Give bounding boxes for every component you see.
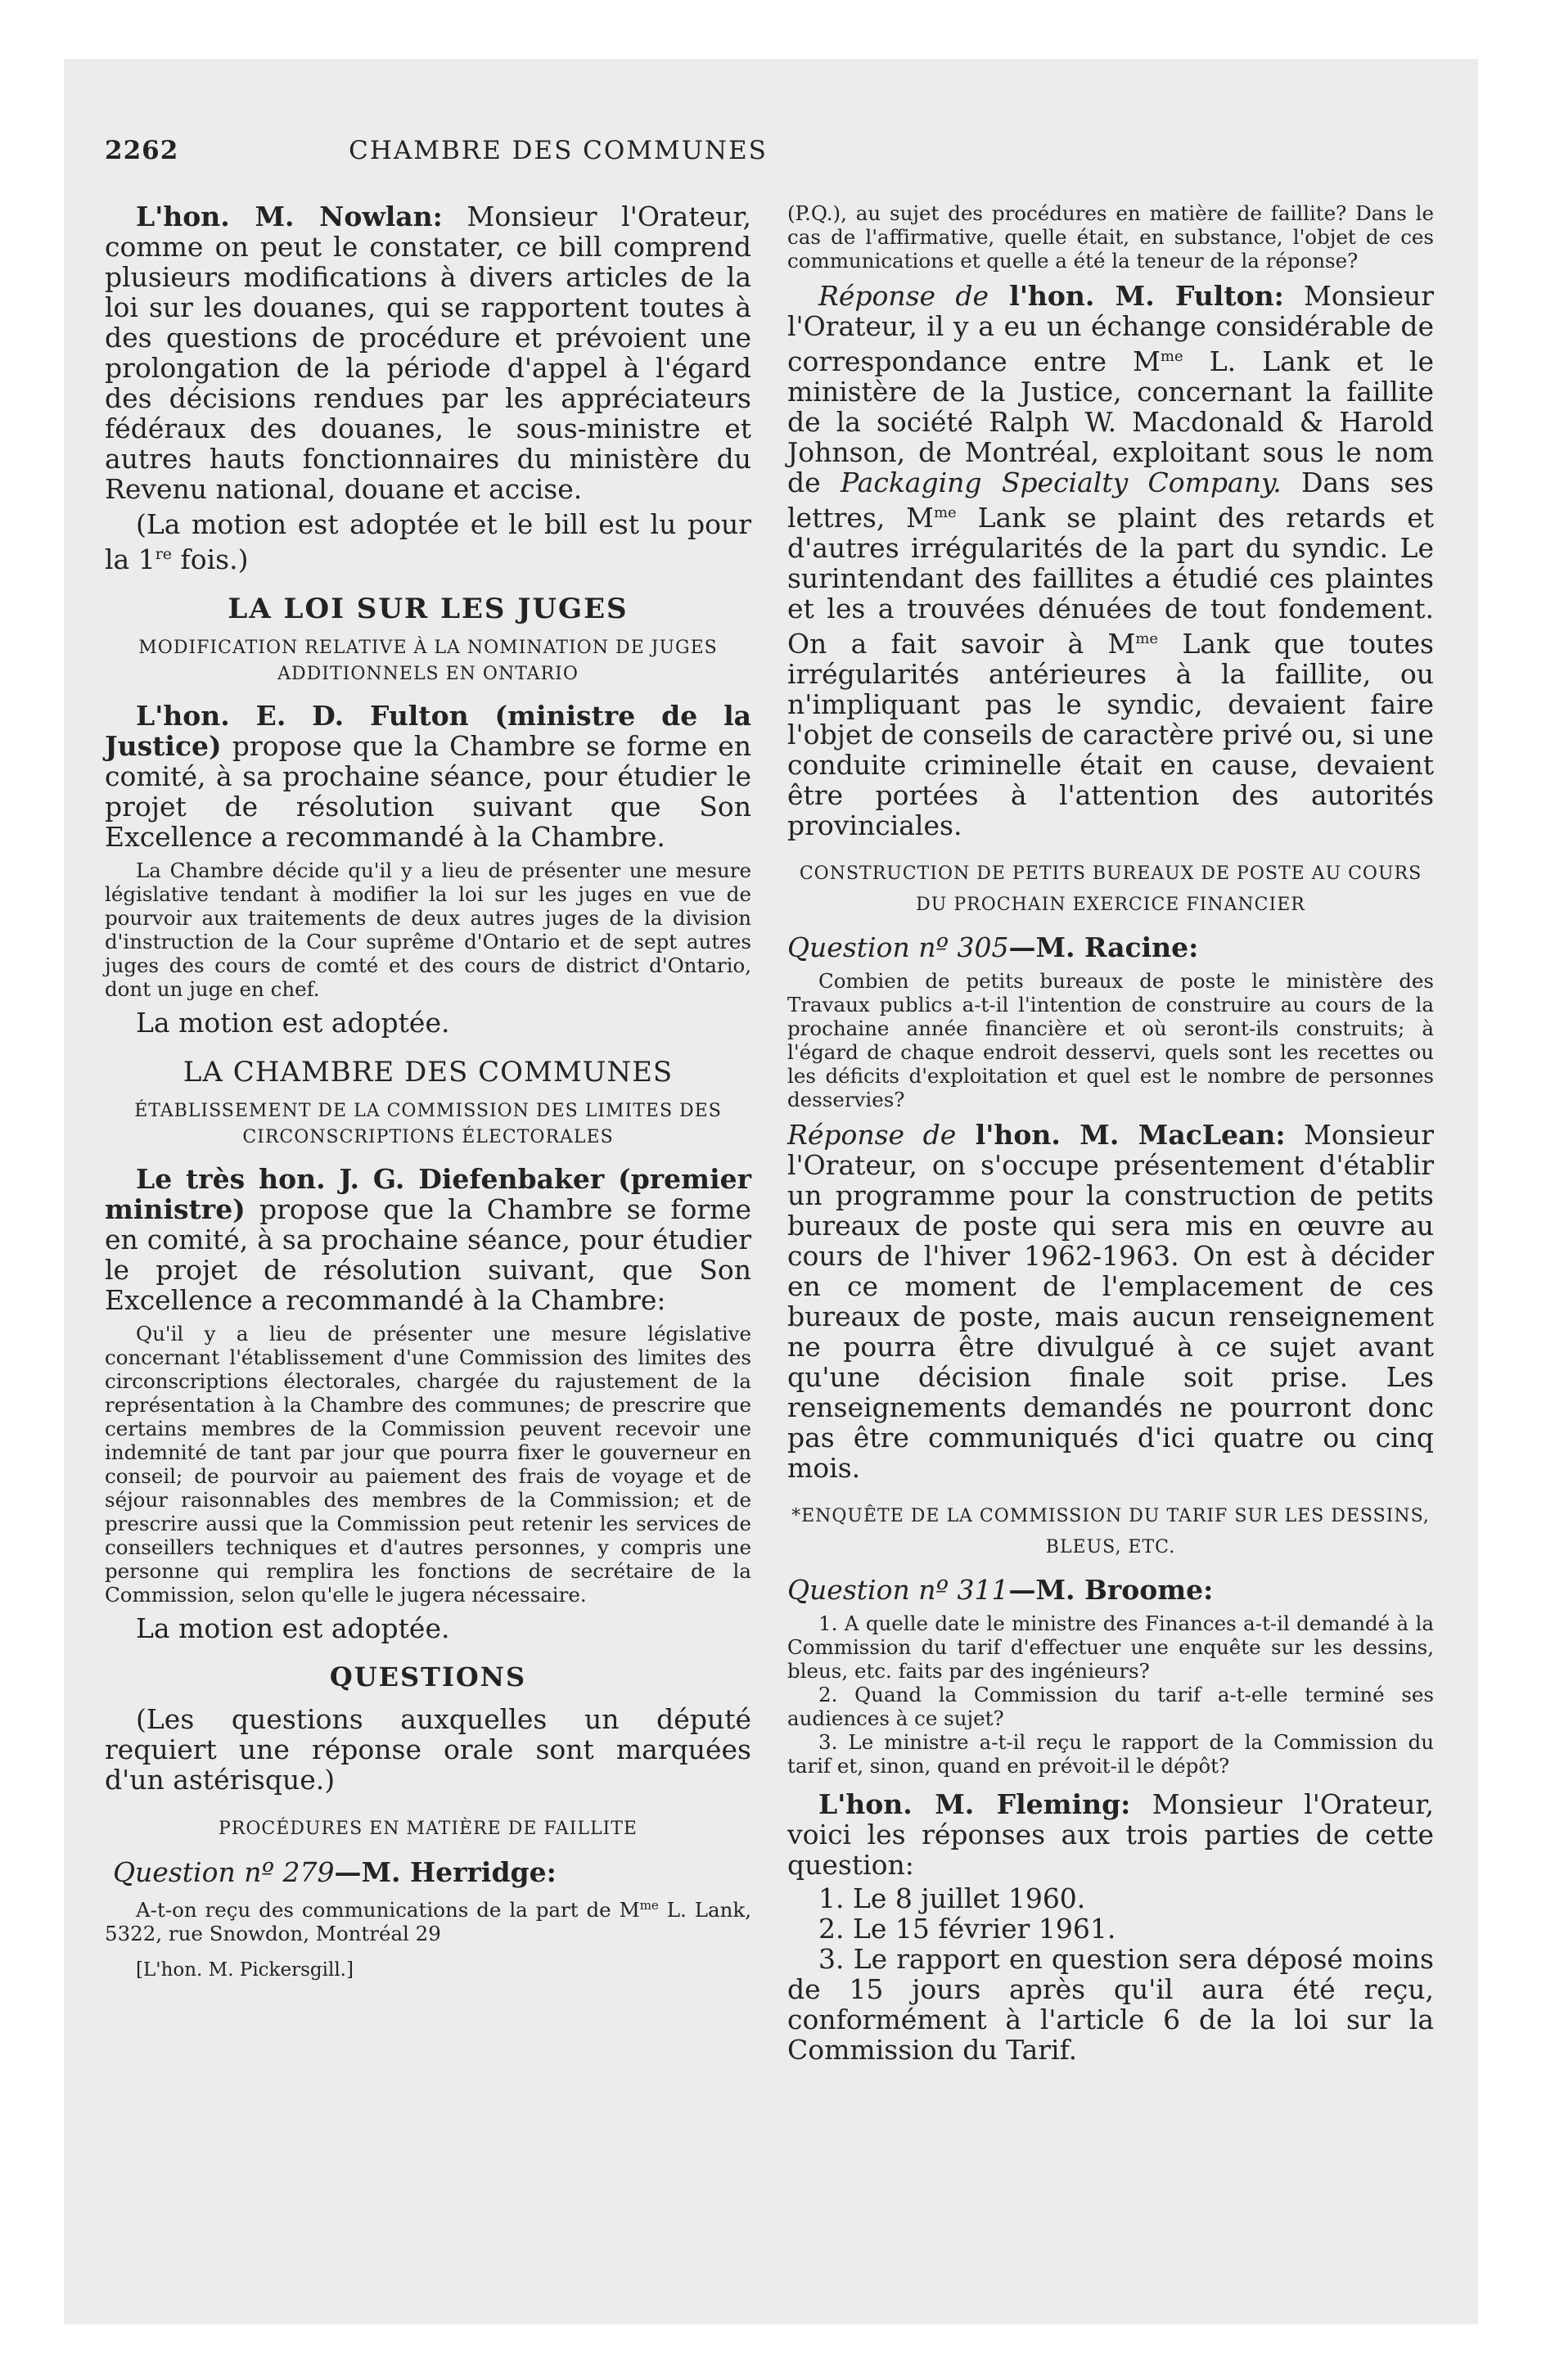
question-member: —M. Broome:: [1008, 1574, 1214, 1606]
subheading-communes: ÉTABLISSEMENT DE LA COMMISSION DES LIMITES DES CIRCONSCRIPTIONS ÉLECTORALES: [134, 1101, 722, 1147]
question-member: —M. Racine:: [1008, 931, 1199, 963]
speaker-name: Le très hon. J. G. Diefenbaker (premier ministre): [105, 1163, 751, 1225]
speaker-name: L'hon. E. D. Fulton (ministre de la Justice): [105, 700, 751, 762]
answer-item: 2. Le 15 février 1961.: [818, 1913, 1116, 1945]
answer-label: Réponse de: [787, 1119, 957, 1151]
motion-adopted-note: [105, 509, 751, 575]
paragraph-nowlan: [105, 201, 751, 504]
question-label: Question nº 305: [787, 931, 1009, 963]
motion-adopted: La motion est adoptée.: [136, 1007, 450, 1039]
answer-text: Monsieur l'Orateur, voici les réponses aux trois parties de cette question:: [787, 1788, 1435, 1881]
question-member: —M. Herridge:: [334, 1856, 557, 1888]
paragraph-diefenbaker: [105, 1164, 751, 1315]
motion-adopted-2: La motion est adoptée.: [136, 1612, 450, 1644]
question-311-item: 3. Le ministre a-t-il reçu le rapport de la Commission du tarif et, sinon, quand en prévoit-il le dépôt?: [787, 1730, 1434, 1778]
question-305-text: Combien de petits bureaux de poste le ministère des Travaux publics a-t-il l'intention de construire au cours de la prochaine année financière et où seront-ils construits; à l'égard de chaque endroit desservi, quels sont les recettes ou les déficits d'exploitation et quel est le nombre de personnes desservies?: [787, 969, 1434, 1111]
section-heading-questions: QUESTIONS: [329, 1661, 527, 1693]
question-label: Question nº 311: [787, 1574, 1009, 1606]
question-text: A-t-on reçu des communications de la part de M: [136, 1898, 640, 1922]
answer-text: Lank que toutes irrégularités antérieures à la faillite, ou n'impliquant pas le syndic, devaient faire l'objet de conseils de caractère privé ou, si une conduite criminelle était en cause, devaient être portées à l'attention des autorités provinciales.: [787, 628, 1434, 841]
questions-note: (Les questions auxquelles un député requiert une réponse orale sont marquées d'un astérisque.): [105, 1703, 751, 1796]
speaker-name: l'hon. M. MacLean:: [956, 1119, 1286, 1151]
paragraph-text: Monsieur l'Orateur, comme on peut le constater, ce bill comprend plusieurs modifications à divers articles de la loi sur les douanes, qui se rapportent toutes à des questions de procédure et prévoient une prolongation de la période d'appel à l'égard des décisions rendues par les appréciateurs fédéraux des douanes, le sous-ministre et autres hauts fonctionnaires du ministère du Revenu national, douane et accise.: [105, 201, 751, 505]
answer-text: Dans ses lettres, M: [787, 467, 1434, 534]
running-title: CHAMBRE DES COMMUNES: [349, 136, 768, 165]
section-heading-juges: LA LOI SUR LES JUGES: [228, 593, 629, 625]
answer-item: 1. Le 8 juillet 1960.: [818, 1882, 1086, 1914]
answer-fulton: [787, 281, 1434, 841]
question-279-heading: [105, 1857, 751, 1887]
subheading-commission-tarif: *ENQUÊTE DE LA COMMISSION DU TARIF SUR LES DESSINS, BLEUS, ETC.: [791, 1506, 1430, 1557]
paragraph-text: propose que la Chambre se forme en comité, à sa prochaine séance, pour étudier le projet de résolution suivant, que Son Excellence a recommandé à la Chambre:: [105, 1193, 751, 1316]
answer-item: 3. Le rapport en question sera déposé moins de 15 jours après qu'il aura été reçu, conformément à l'article 6 de la loi sur la Commission du Tarif.: [787, 1943, 1434, 2066]
answer-text: Lank se plaint des retards et d'autres irrégularités de la part du syndic. Le surintendant des faillites a étudié ces plaintes et les a trouvées dénuées de tout fondement. On a fait savoir à M: [787, 502, 1434, 660]
question-279-text: [105, 1894, 751, 1945]
paragraph-text: propose que la Chambre se forme en comité, à sa prochaine séance, pour étudier le projet de résolution suivant que Son Excellence a recommandé à la Chambre.: [105, 730, 751, 853]
question-311-heading: [787, 1575, 1434, 1605]
note-text: (La motion est adoptée et le bill est lu pour la 1: [105, 508, 751, 575]
answer-label: Réponse de: [818, 280, 989, 312]
resolution-text-juges: La Chambre décide qu'il y a lieu de présenter une mesure législative tendant à modifier la loi sur les juges en vue de pourvoir aux traitements de deux autres juges de la division d'instruction de la Cour suprême d'Ontario et de sept autres juges des cours de comté et des cours de district d'Ontario, dont un juge en chef.: [105, 859, 751, 1001]
superscript: me: [933, 504, 957, 521]
page-header: [105, 136, 1012, 169]
question-311-item: 1. A quelle date le ministre des Finances a-t-il demandé à la Commission du tarif d'effectuer une enquête sur les dessins, bleus, etc. faits par des ingénieurs?: [787, 1611, 1434, 1683]
answer-text: Monsieur l'Orateur, on s'occupe présentement d'établir un programme pour la construction de petits bureaux de poste qui sera mis en œuvre au cours de l'hiver 1962-1963. On est à décider en ce moment de l'emplacement de ces bureaux de poste, mais aucun renseignement ne pourra être divulgué à ce sujet avant qu'une décision finale soit prise. Les renseignements demandés ne pourront donc pas être communiqués d'ici quatre ou cinq mois.: [787, 1119, 1434, 1484]
speaker-name: L'hon. M. Nowlan:: [136, 201, 443, 232]
question-311-item: 2. Quand la Commission du tarif a-t-elle terminé ses audiences à ce sujet?: [787, 1683, 1434, 1730]
paragraph-fulton: [105, 701, 751, 852]
answer-text: L. Lank et le ministère de la Justice, concernant la faillite de la société Ralph W. Macdonald & Harold Johnson, de Montréal, exploitant sous le nom de: [787, 345, 1434, 498]
question-305-heading: [787, 932, 1434, 962]
answer-maclean: [787, 1120, 1434, 1483]
subheading-bureaux-poste: CONSTRUCTION DE PETITS BUREAUX DE POSTE AU COURS DU PROCHAIN EXERCICE FINANCIER: [799, 863, 1422, 915]
superscript: me: [639, 1898, 659, 1913]
speaker-name: l'hon. M. Fulton:: [989, 280, 1284, 312]
answer-text: Monsieur l'Orateur, il y a eu un échange considérable de correspondance entre M: [787, 280, 1434, 377]
superscript: me: [1160, 348, 1183, 365]
question-279-continued: (P.Q.), au sujet des procédures en matière de faillite? Dans le cas de l'affirmative, quelle était, en substance, l'objet de ces communications et quelle a été la teneur de la réponse?: [787, 201, 1434, 273]
right-column: [787, 201, 1434, 2065]
page-attribution: [L'hon. M. Pickersgill.]: [136, 1959, 354, 1981]
speaker-name: L'hon. M. Fleming:: [818, 1788, 1131, 1820]
superscript: re: [155, 545, 173, 563]
note-text-end: fois.): [172, 543, 249, 575]
answer-fleming: [787, 1789, 1434, 1880]
company-name: Packaging Specialty Company.: [840, 467, 1282, 498]
resolution-text-commission: Qu'il y a lieu de présenter une mesure législative concernant l'établissement d'une Commission des limites des circonscriptions électorales, chargée du rajustement de la représentation à la Chambre des communes; de prescrire que certains membres de la Commission peuvent recevoir une indemnité de tant par jour que pourra fixer le gouverneur en conseil; de pourvoir au paiement des frais de voyage et de séjour raisonnables des membres de la Commission; et de prescrire aussi que la Commission peut retenir les services de conseillers techniques et d'autres personnes, y compris une personne qui remplira les fonctions de secrétaire de la Commission, selon qu'elle le jugera nécessaire.: [105, 1322, 751, 1607]
page-number: 2262: [105, 136, 179, 165]
section-heading-communes: LA CHAMBRE DES COMMUNES: [183, 1056, 674, 1089]
subheading-juges: MODIFICATION RELATIVE À LA NOMINATION DE JUGES ADDITIONNELS EN ONTARIO: [138, 638, 718, 684]
superscript: me: [1135, 630, 1159, 647]
subheading-faillite: PROCÉDURES EN MATIÈRE DE FAILLITE: [219, 1819, 638, 1839]
question-text-end: L. Lank, 5322, rue Snowdon, Montréal 29: [105, 1898, 751, 1946]
left-column: [105, 201, 751, 1982]
question-label: Question nº 279: [113, 1856, 335, 1888]
